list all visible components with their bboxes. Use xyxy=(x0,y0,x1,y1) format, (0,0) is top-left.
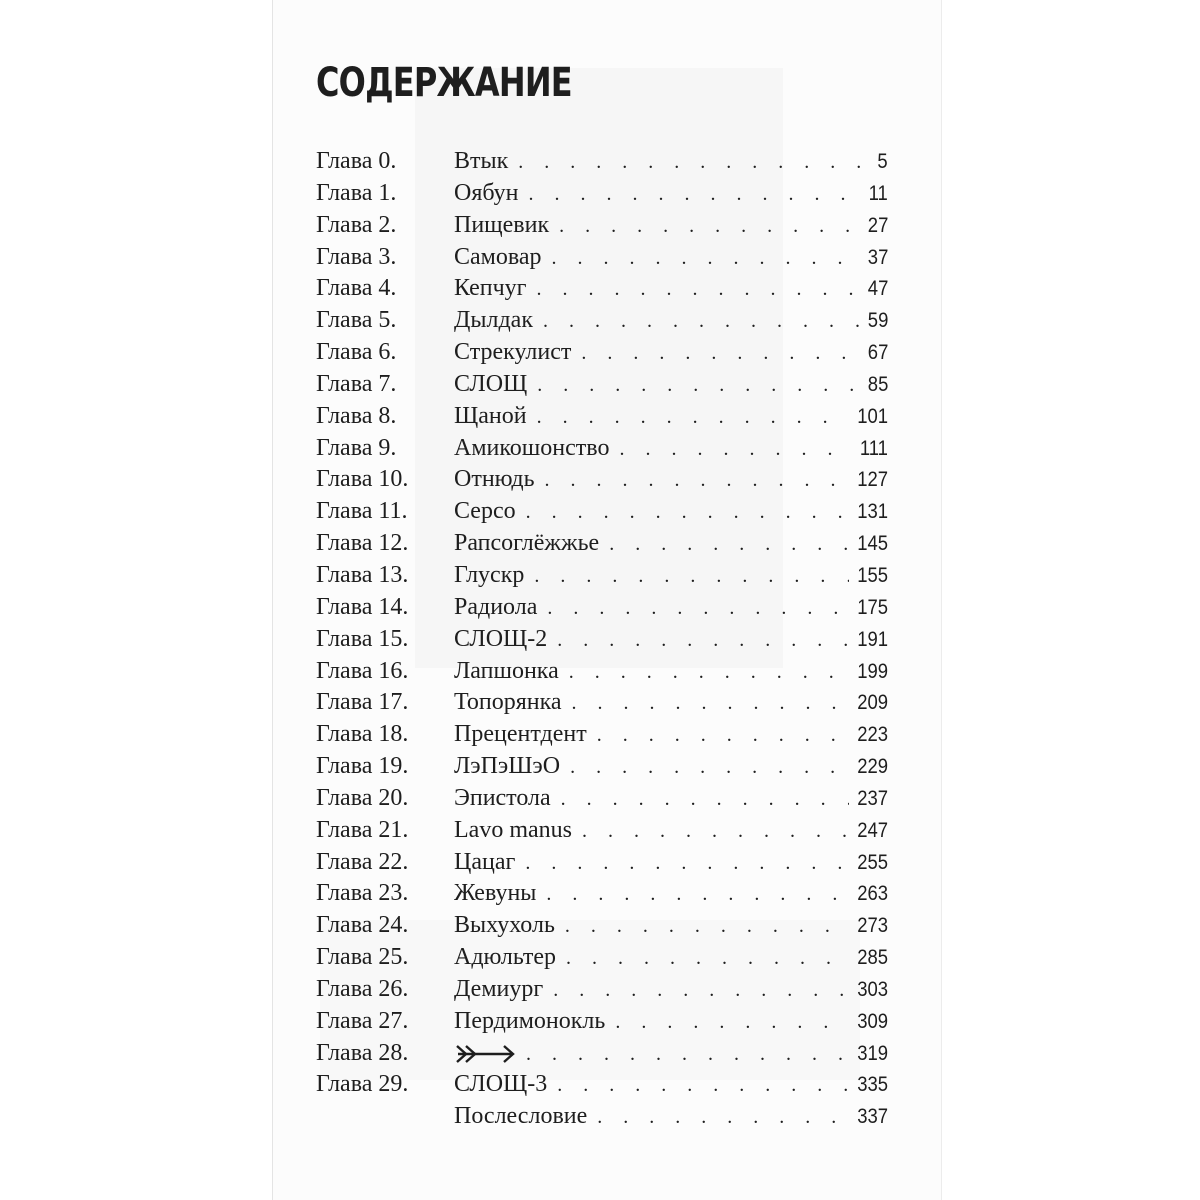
chapter-number: Глава 1. xyxy=(316,179,397,206)
toc-row xyxy=(316,974,888,1006)
page-number: 37 xyxy=(867,245,888,269)
chapter-number: Глава 2. xyxy=(316,211,397,238)
dot-leader xyxy=(525,848,849,880)
chapter-number: Глава 18. xyxy=(316,721,409,748)
dot-leader xyxy=(570,752,849,784)
chapter-number: Глава 28. xyxy=(316,1039,409,1066)
toc-row xyxy=(316,656,888,688)
toc-row xyxy=(316,210,888,242)
chapter-title: Отнюдь xyxy=(454,466,535,493)
chapter-number: Глава 8. xyxy=(316,402,397,429)
toc-row xyxy=(316,815,888,847)
toc-row xyxy=(316,1069,888,1101)
dot-leader xyxy=(552,243,861,275)
page-number: 67 xyxy=(867,341,888,365)
chapter-title: Выхухоль xyxy=(454,912,555,939)
chapter-title: Кепчуг xyxy=(454,275,527,302)
page-number: 209 xyxy=(857,691,888,715)
dot-leader xyxy=(537,370,860,402)
chapter-title: Lavo manus xyxy=(454,816,572,843)
dot-leader xyxy=(529,179,863,211)
toc-row xyxy=(316,433,888,465)
chapter-title: Амикошонство xyxy=(454,434,610,461)
chapter-title: Лапшонка xyxy=(454,657,559,684)
chapter-title: Топорянка xyxy=(454,689,562,716)
toc-row xyxy=(316,847,888,879)
toc-row xyxy=(316,496,888,528)
dot-leader xyxy=(526,1039,849,1071)
toc-row xyxy=(316,369,888,401)
toc-row xyxy=(316,942,888,974)
page-number: 199 xyxy=(857,659,888,683)
dot-leader xyxy=(547,593,849,625)
dot-leader xyxy=(557,625,849,657)
chapter-title: Серсо xyxy=(454,498,516,525)
chapter-number: Глава 11. xyxy=(316,498,408,525)
chapter-title: Втык xyxy=(454,148,509,174)
chapter-number: Глава 17. xyxy=(316,689,409,716)
dot-leader xyxy=(566,943,849,975)
page-number: 27 xyxy=(867,213,888,237)
page-number: 263 xyxy=(857,882,888,906)
page-number: 319 xyxy=(857,1041,888,1065)
chapter-title: СЛОЩ-2 xyxy=(454,625,548,652)
toc-row xyxy=(316,464,888,496)
dot-leader xyxy=(597,1102,849,1134)
dot-leader xyxy=(582,816,849,848)
toc-row xyxy=(316,719,888,751)
chapter-title: СЛОЩ xyxy=(454,370,528,397)
chapter-title: Цацаг xyxy=(454,848,516,875)
chapter-number: Глава 14. xyxy=(316,593,409,620)
page-number: 337 xyxy=(857,1105,888,1129)
dot-leader xyxy=(561,784,849,816)
toc-row xyxy=(316,337,888,369)
dot-leader xyxy=(615,1007,849,1039)
dot-leader xyxy=(572,688,849,720)
chapter-number: Глава 23. xyxy=(316,880,409,907)
page-number: 237 xyxy=(857,786,888,810)
toc-row xyxy=(316,624,888,656)
toc-row xyxy=(316,560,888,592)
chapter-number: Глава 6. xyxy=(316,339,397,366)
page-number: 85 xyxy=(867,372,888,396)
chapter-number: Глава 3. xyxy=(316,243,397,270)
dot-leader xyxy=(534,561,849,593)
dot-leader xyxy=(553,975,849,1007)
dot-leader xyxy=(546,879,849,911)
chapter-title: СЛОЩ-3 xyxy=(454,1071,548,1098)
dot-leader xyxy=(597,720,849,752)
chapter-number: Глава 4. xyxy=(316,275,397,302)
page-number: 273 xyxy=(857,914,888,938)
dot-leader xyxy=(537,274,861,306)
chapter-title: Щаной xyxy=(454,402,527,429)
chapter-title: Демиург xyxy=(454,975,544,1002)
chapter-title: Послесловие xyxy=(454,1103,588,1130)
toc-row xyxy=(316,783,888,815)
chapter-number: Глава 22. xyxy=(316,848,409,875)
toc-row xyxy=(316,878,888,910)
page-number: 47 xyxy=(867,277,888,301)
chapter-number: Глава 15. xyxy=(316,625,409,652)
chapter-number: Глава 13. xyxy=(316,561,409,588)
dot-leader xyxy=(565,911,849,943)
chapter-number: Глава 0. xyxy=(316,148,397,174)
toc-row xyxy=(316,401,888,433)
toc-row xyxy=(316,1038,888,1070)
chapter-number: Глава 29. xyxy=(316,1071,409,1098)
page-number: 247 xyxy=(857,818,888,842)
page-number: 101 xyxy=(857,404,888,428)
page-number: 11 xyxy=(868,181,888,205)
dot-leader xyxy=(526,497,849,529)
page-title: СОДЕРЖАНИЕ xyxy=(316,60,572,106)
toc-row xyxy=(316,178,888,210)
dot-leader xyxy=(559,211,860,243)
page-number: 309 xyxy=(857,1009,888,1033)
double-arrow-icon xyxy=(454,1038,516,1070)
dot-leader xyxy=(581,338,860,370)
chapter-title: Пищевик xyxy=(454,211,550,238)
chapter-number: Глава 10. xyxy=(316,466,409,493)
chapter-number: Глава 19. xyxy=(316,753,409,780)
chapter-title: Эпистола xyxy=(454,784,551,811)
chapter-number: Глава 9. xyxy=(316,434,397,461)
page-number: 59 xyxy=(867,309,888,333)
toc-row xyxy=(316,687,888,719)
chapter-title: Прецентдент xyxy=(454,721,587,748)
page-number: 145 xyxy=(857,532,888,556)
page-number: 223 xyxy=(857,723,888,747)
page-number: 191 xyxy=(857,627,888,651)
toc-row xyxy=(316,528,888,560)
chapter-number: Глава 20. xyxy=(316,784,409,811)
page-number: 255 xyxy=(857,850,888,874)
dot-leader xyxy=(545,465,849,497)
page-number: 285 xyxy=(857,946,888,970)
chapter-title: Жевуны xyxy=(454,880,537,907)
page-number: 111 xyxy=(859,436,888,460)
chapter-title: Дылдак xyxy=(454,307,533,334)
dot-leader xyxy=(557,1070,849,1102)
dot-leader xyxy=(609,529,849,561)
toc-row xyxy=(316,146,888,178)
chapter-number: Глава 27. xyxy=(316,1007,409,1034)
toc-row xyxy=(316,1101,888,1133)
page-number: 335 xyxy=(857,1073,888,1097)
dot-leader xyxy=(619,434,852,466)
dot-leader xyxy=(518,147,872,179)
page-number: 303 xyxy=(857,977,888,1001)
table-of-contents xyxy=(316,146,888,1133)
toc-row xyxy=(316,910,888,942)
dot-leader xyxy=(537,402,849,434)
toc-row xyxy=(316,305,888,337)
chapter-title: Стрекулист xyxy=(454,339,572,366)
chapter-title: Пердимонокль xyxy=(454,1007,606,1034)
chapter-number: Глава 5. xyxy=(316,307,397,334)
toc-row xyxy=(316,242,888,274)
page-number: 175 xyxy=(857,595,888,619)
chapter-number: Глава 24. xyxy=(316,912,409,939)
chapter-title: Глускр xyxy=(454,561,525,588)
dot-leader xyxy=(569,657,849,689)
toc-row xyxy=(316,273,888,305)
chapter-number: Глава 16. xyxy=(316,657,409,684)
chapter-number: Глава 7. xyxy=(316,370,397,397)
chapter-title: Рапсоглёжжье xyxy=(454,530,600,557)
chapter-title: ЛэПэШэО xyxy=(454,753,561,780)
chapter-number: Глава 26. xyxy=(316,975,409,1002)
chapter-title: Самовар xyxy=(454,243,542,270)
page-number: 155 xyxy=(857,563,888,587)
page-number: 131 xyxy=(857,500,888,524)
chapter-title: Радиола xyxy=(454,593,538,620)
toc-row xyxy=(316,592,888,624)
dot-leader xyxy=(543,306,861,338)
page-number: 5 xyxy=(877,150,888,173)
chapter-title: Оябун xyxy=(454,179,519,206)
chapter-number: Глава 12. xyxy=(316,530,409,557)
chapter-number: Глава 21. xyxy=(316,816,409,843)
chapter-title: Адюльтер xyxy=(454,944,557,971)
chapter-number: Глава 25. xyxy=(316,944,409,971)
toc-row xyxy=(316,751,888,783)
page-number: 229 xyxy=(857,755,888,779)
page-number: 127 xyxy=(857,468,888,492)
toc-row xyxy=(316,1006,888,1038)
